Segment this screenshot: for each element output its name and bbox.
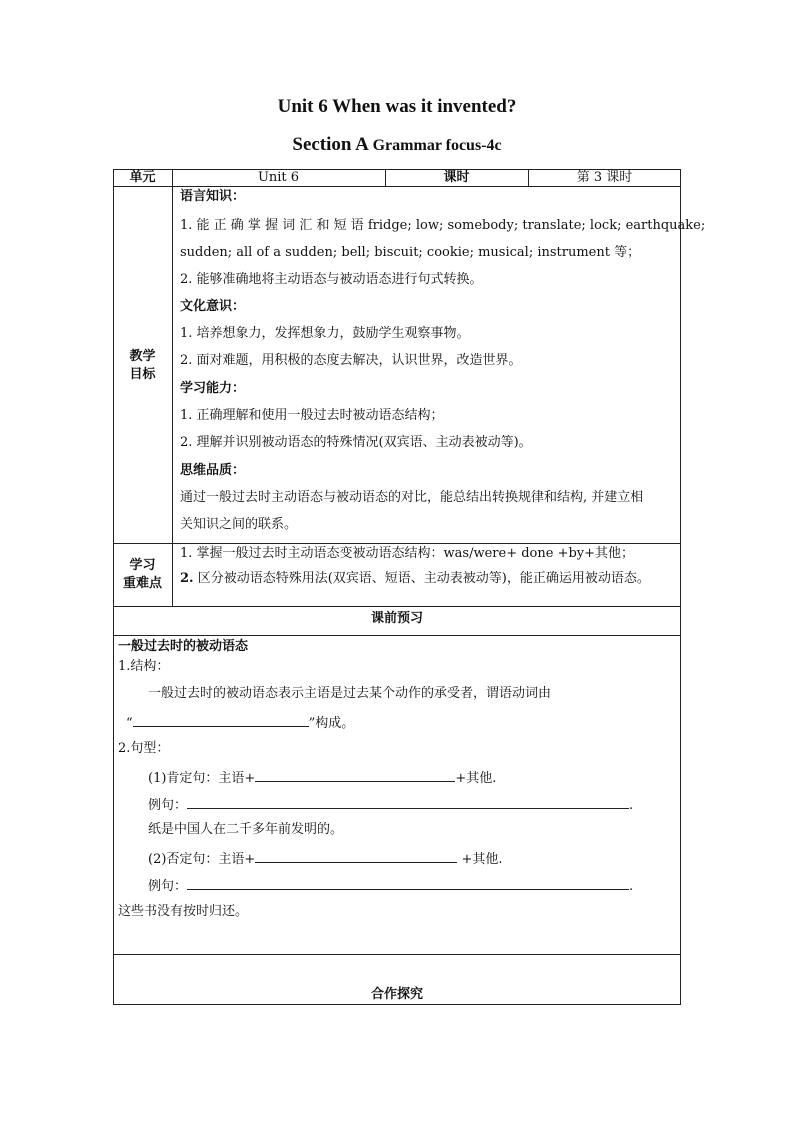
negative-label: (2)否定句：主语+ (148, 852, 256, 867)
affirmative-example-blank[interactable] (187, 794, 629, 809)
language-knowledge-heading: 语言知识： (180, 189, 246, 204)
affirmative-sentence: 纸是中国人在二千多年前发明的。 (148, 822, 344, 837)
thinking-item-1-cont: 关知识之间的联系。 (180, 517, 298, 532)
language-item-1: 1. 能 正 确 掌 握 词 汇 和 短 语 fridge; low; somebody; translate; lock; earthquake; (180, 218, 706, 233)
negative-example-line (148, 875, 633, 896)
example-end: . (629, 798, 634, 813)
period-value: 第 3 课时 (576, 170, 633, 185)
objectives-label (113, 348, 172, 384)
page-subtitle (0, 134, 794, 156)
structure-text: 一般过去时的被动语态表示主语是过去某个动作的承受者，谓语动词由 (148, 686, 552, 701)
key-points-label (113, 557, 172, 593)
row-divider (113, 606, 681, 607)
unit-label: 单元 (129, 170, 156, 185)
key-points-label-line2: 重难点 (122, 576, 162, 591)
objectives-label-line1: 教学 (129, 349, 156, 364)
example-label: 例句： (148, 798, 188, 813)
culture-item-2: 2. 面对难题，用积极的态度去解决，认识世界，改造世界。 (180, 353, 522, 368)
example-end: . (629, 879, 634, 894)
affirmative-tail: +其他. (455, 771, 497, 786)
unit-value: Unit 6 (257, 170, 300, 185)
subtitle-section: Section A (292, 134, 373, 155)
learning-ability-heading: 学习能力： (180, 381, 246, 396)
key-points-label-line1: 学习 (129, 558, 156, 573)
row-divider (113, 954, 681, 955)
key-point-1: 1. 掌握一般过去时主动语态变被动语态结构：was/were+ done +by+其他； (180, 546, 635, 561)
negative-sentence: 这些书没有按时归还。 (118, 904, 249, 919)
open-quote: “ (126, 716, 133, 731)
col-divider (172, 169, 173, 606)
thinking-heading: 思维品质： (180, 463, 246, 478)
preview-topic: 一般过去时的被动语态 (118, 639, 249, 654)
key-point-2-text: 区分被动语态特殊用法(双宾语、短语、主动表被动等)，能正确运用被动语态。 (193, 571, 650, 586)
key-point-2 (180, 570, 650, 588)
negative-blank[interactable] (255, 848, 457, 863)
row-divider (113, 543, 681, 544)
language-item-2: 2. 能够准确地将主动语态与被动语态进行句式转换。 (180, 272, 483, 287)
negative-line (148, 848, 502, 869)
learning-item-1: 1. 正确理解和使用一般过去时被动语态结构； (180, 408, 444, 423)
negative-tail: +其他. (457, 852, 503, 867)
thinking-item-1: 通过一般过去时主动语态与被动语态的对比，能总结出转换规律和结构, 并建立相 (180, 490, 644, 505)
affirmative-blank[interactable] (255, 767, 455, 782)
close-quote: ”构成。 (308, 716, 355, 731)
culture-item-1: 1. 培养想象力，发挥想象力，鼓励学生观察事物。 (180, 326, 470, 341)
cooperation-header: 合作探究 (370, 987, 423, 1002)
example-label: 例句： (148, 879, 188, 894)
objectives-label-line2: 目标 (129, 367, 156, 382)
key-point-2-number: 2. (180, 571, 194, 586)
structure-fill-line (126, 712, 354, 733)
affirmative-example-line (148, 794, 633, 815)
row-divider (113, 635, 681, 636)
learning-item-2: 2. 理解并识别被动语态的特殊情况(双宾语、主动表被动等)。 (180, 435, 532, 450)
affirmative-line (148, 767, 496, 788)
language-item-1-cont: sudden; all of a sudden; bell; biscuit; cookie; musical; instrument 等； (180, 245, 641, 260)
structure-blank[interactable] (133, 712, 309, 727)
pattern-heading: 2.句型： (118, 741, 170, 756)
preview-header: 课前预习 (370, 611, 423, 626)
structure-heading: 1.结构： (118, 659, 170, 674)
page-title: Unit 6 When was it invented? (277, 96, 517, 117)
subtitle-topic: Grammar focus-4c (372, 137, 502, 154)
culture-heading: 文化意识： (180, 299, 246, 314)
negative-example-blank[interactable] (187, 875, 629, 890)
period-label: 课时 (443, 170, 470, 185)
affirmative-label: (1)肯定句：主语+ (148, 771, 256, 786)
